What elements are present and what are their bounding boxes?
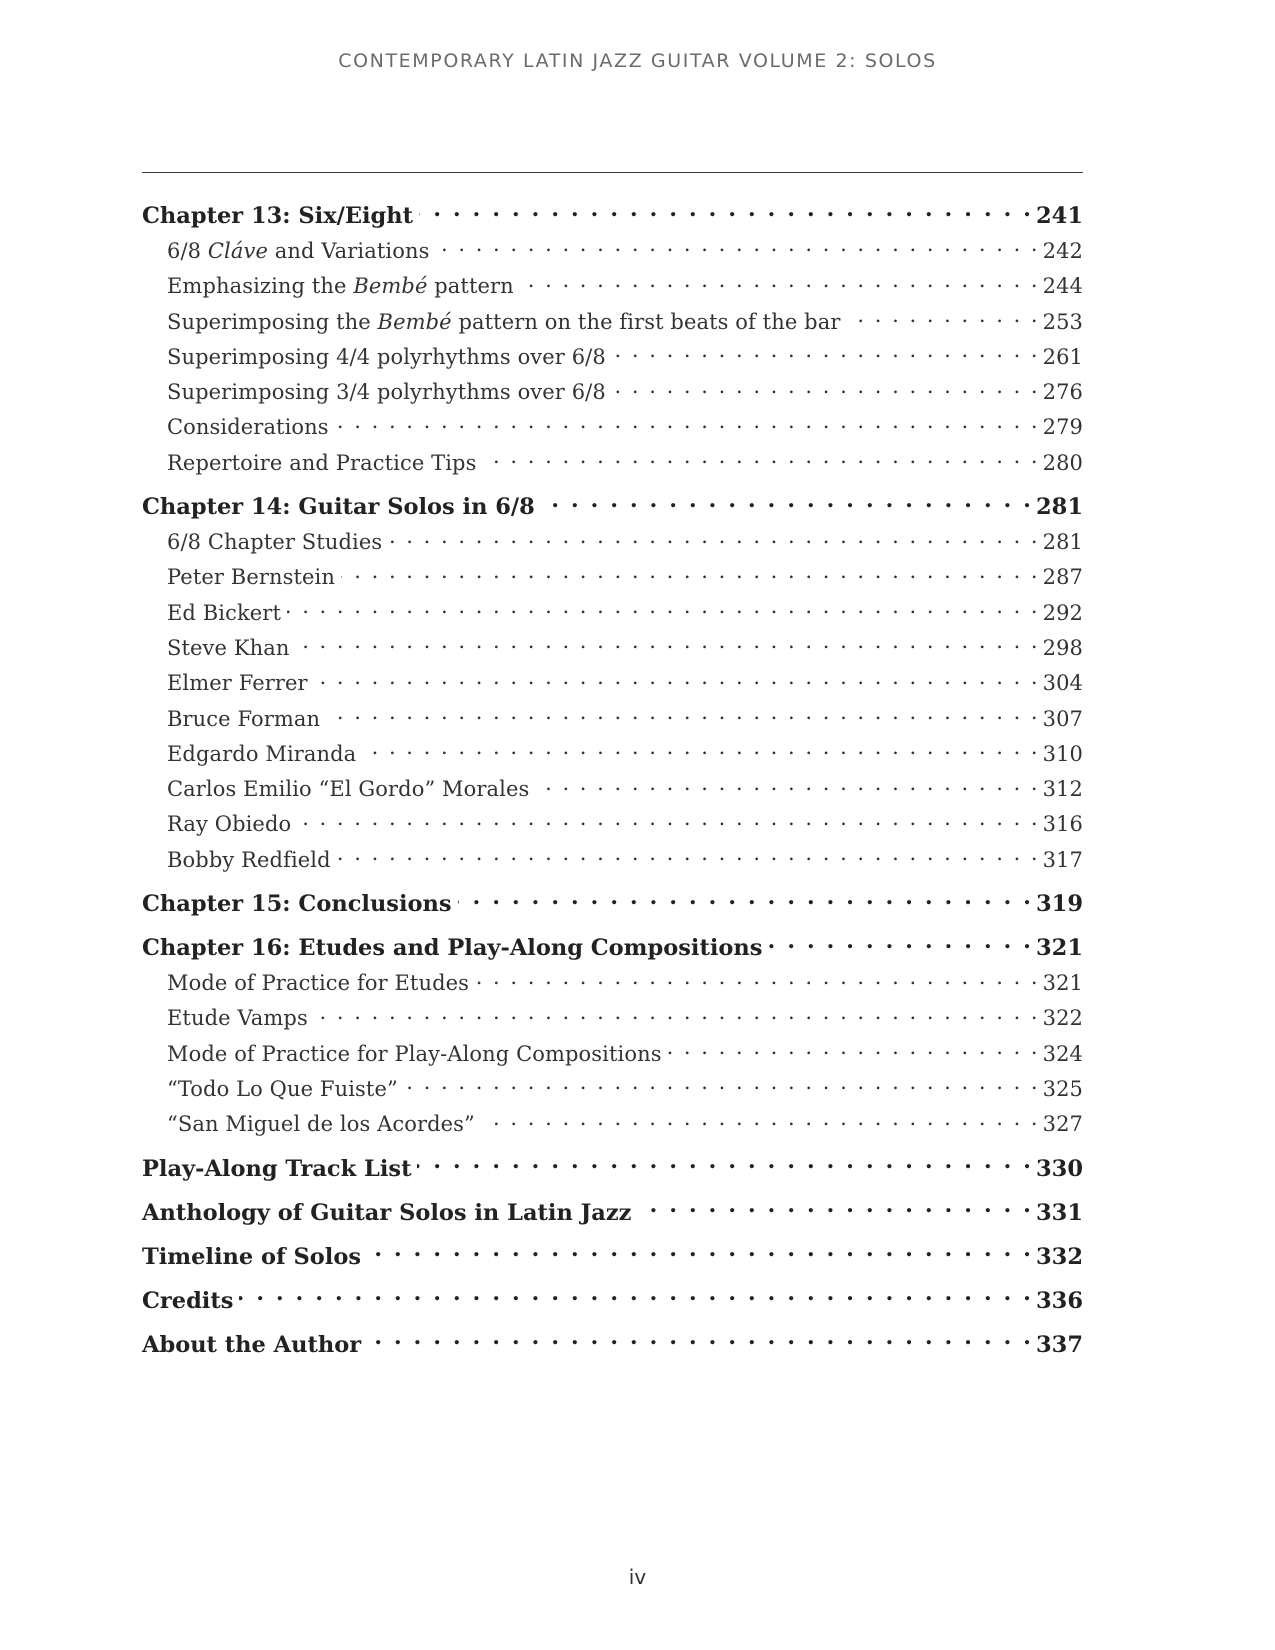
toc-entry-title: Ed Bickert: [167, 600, 281, 625]
toc-section-edgardo-miranda[interactable]: [142, 737, 1083, 772]
toc-page-number: 241: [1036, 203, 1083, 229]
toc-page-number: 280: [1042, 450, 1083, 475]
toc-section-san-miguel[interactable]: [142, 1107, 1083, 1142]
toc-section-emphasizing-bembe[interactable]: [142, 269, 1083, 304]
title-italic-part: Cláve: [207, 239, 268, 263]
toc-section-chapter-studies[interactable]: [142, 525, 1083, 560]
toc-section-superimposing-bembe[interactable]: [142, 305, 1083, 340]
toc-anthology[interactable]: [142, 1195, 1083, 1231]
toc-leader-dots: [846, 308, 1039, 329]
toc-entry-title: Superimposing 4/4 polyrhythms over 6/8: [167, 344, 606, 369]
toc-entry-title: [167, 234, 429, 269]
toc-page-number: 331: [1036, 1199, 1083, 1226]
title-part: Superimposing the: [167, 309, 378, 334]
header-rule: [142, 172, 1083, 173]
toc-entry-title: Chapter 14: Guitar Solos in 6/8: [142, 494, 535, 521]
toc-page-number: 319: [1036, 891, 1083, 918]
toc-entry-title: Repertoire and Practice Tips: [167, 450, 477, 475]
toc-leader-dots: [419, 201, 1033, 224]
toc-entry-title: Elmer Ferrer: [167, 671, 308, 696]
toc-leader-dots: [637, 1197, 1033, 1220]
title-part: pattern on the first beats of the bar: [451, 309, 841, 334]
toc-entry-title: About the Author: [142, 1331, 362, 1358]
toc-leader-dots: [481, 1110, 1040, 1131]
toc-page-number: 281: [1042, 530, 1083, 555]
toc-page-number: 292: [1042, 600, 1083, 625]
toc-leader-dots: [417, 1153, 1033, 1176]
title-part: pattern: [427, 274, 514, 299]
toc-credits[interactable]: [142, 1283, 1083, 1319]
toc-page-number: 327: [1042, 1112, 1083, 1137]
toc-chapter-15[interactable]: [142, 886, 1083, 922]
toc-leader-dots: [295, 634, 1039, 655]
toc-page-number: 312: [1042, 777, 1083, 802]
toc-leader-dots: [287, 599, 1040, 620]
toc-leader-dots: [535, 775, 1039, 796]
toc-entry-title: Peter Bernstein: [167, 565, 336, 590]
toc-page-number: 310: [1042, 741, 1083, 766]
toc-leader-dots: [768, 933, 1033, 956]
toc-page-number: 281: [1036, 494, 1083, 521]
toc-page-number: 316: [1042, 812, 1083, 837]
toc-page-number: 330: [1036, 1155, 1083, 1182]
toc-timeline[interactable]: [142, 1239, 1083, 1275]
toc-entry-title: Ray Obiedo: [167, 812, 292, 837]
toc-page-number: 244: [1042, 274, 1083, 299]
toc-leader-dots: [367, 1241, 1033, 1264]
toc-entry-title: Steve Khan: [167, 635, 290, 660]
toc-entry-title: Anthology of Guitar Solos in Latin Jazz: [142, 1199, 632, 1226]
toc-section-44-polyrhythms[interactable]: [142, 340, 1083, 375]
toc-page-number: 322: [1042, 1006, 1083, 1031]
toc-section-todo-lo-que-fuiste[interactable]: [142, 1072, 1083, 1107]
toc-entry-title: [167, 269, 514, 304]
toc-page-number: 253: [1042, 309, 1083, 334]
toc-section-ed-bickert[interactable]: [142, 596, 1083, 631]
toc-leader-dots: [362, 740, 1039, 761]
toc-leader-dots: [297, 810, 1039, 831]
toc-leader-dots: [314, 669, 1040, 690]
toc-entry-title: 6/8 Chapter Studies: [167, 530, 383, 555]
toc-entry-title: [167, 305, 840, 340]
toc-leader-dots: [435, 237, 1039, 258]
toc-leader-dots: [482, 449, 1039, 470]
toc-section-bobby-redfield[interactable]: [142, 843, 1083, 878]
toc-section-etude-vamps[interactable]: [142, 1001, 1083, 1036]
title-italic-part: Bembé: [377, 309, 452, 334]
toc-entry-title: Considerations: [167, 415, 329, 440]
toc-leader-dots: [239, 1285, 1033, 1308]
toc-leader-dots: [341, 563, 1040, 584]
toc-section-carlos-morales[interactable]: [142, 772, 1083, 807]
toc-page-number: 317: [1042, 847, 1083, 872]
toc-entry-title: Superimposing 3/4 polyrhythms over 6/8: [167, 380, 606, 405]
toc-leader-dots: [541, 492, 1033, 515]
toc-section-bruce-forman[interactable]: [142, 702, 1083, 737]
toc-entry-title: Carlos Emilio “El Gordo” Morales: [167, 777, 530, 802]
toc-leader-dots: [520, 272, 1040, 293]
toc-entry-title: Credits: [142, 1287, 234, 1314]
toc-play-along-track-list[interactable]: [142, 1151, 1083, 1187]
toc-page-number: 325: [1042, 1076, 1083, 1101]
toc-section-34-polyrhythms[interactable]: [142, 375, 1083, 410]
toc-leader-dots: [314, 1004, 1040, 1025]
toc-page-number: 337: [1036, 1331, 1083, 1358]
toc-page-number: 242: [1042, 239, 1083, 263]
toc-entry-title: Chapter 16: Etudes and Play-Along Compositions: [142, 935, 763, 962]
toc-leader-dots: [388, 528, 1039, 549]
toc-leader-dots: [326, 705, 1039, 726]
toc-page-number: 298: [1042, 635, 1083, 660]
toc-page-number: 332: [1036, 1243, 1083, 1270]
toc-entry-title: “San Miguel de los Acordes”: [167, 1112, 475, 1137]
toc-section-elmer-ferrer[interactable]: [142, 666, 1083, 701]
toc-leader-dots: [367, 1329, 1033, 1352]
toc-leader-dots: [612, 378, 1040, 399]
toc-page-number: 336: [1036, 1287, 1083, 1314]
toc-chapter-14[interactable]: [142, 489, 1083, 525]
toc-section-ray-obiedo[interactable]: [142, 807, 1083, 842]
toc-leader-dots: [475, 969, 1040, 990]
toc-entry-title: Bruce Forman: [167, 706, 321, 731]
toc-page-number: 287: [1042, 565, 1083, 590]
toc-page-number: 321: [1042, 971, 1083, 996]
page-number-folio: iv: [628, 1565, 647, 1589]
toc-section-practice-play-along[interactable]: [142, 1037, 1083, 1072]
toc-section-clave-variations[interactable]: [142, 234, 1083, 269]
toc-about-author[interactable]: [142, 1327, 1083, 1363]
toc-section-repertoire[interactable]: [142, 446, 1083, 481]
toc-entry-title: Bobby Redfield: [167, 847, 331, 872]
toc-entry-title: Play-Along Track List: [142, 1155, 412, 1182]
toc-chapter-13[interactable]: [142, 198, 1083, 234]
table-of-contents: [142, 198, 1083, 1363]
running-head: CONTEMPORARY LATIN JAZZ GUITAR VOLUME 2: SOLOS: [338, 50, 937, 72]
toc-leader-dots: [668, 1040, 1040, 1061]
toc-entry-title: Mode of Practice for Etudes: [167, 971, 470, 996]
toc-page-number: 307: [1042, 706, 1083, 731]
toc-entry-title: Chapter 15: Conclusions: [142, 891, 452, 918]
title-italic-part: Bembé: [353, 274, 428, 299]
toc-entry-title: Etude Vamps: [167, 1006, 308, 1031]
toc-leader-dots: [612, 343, 1040, 364]
toc-entry-title: Timeline of Solos: [142, 1243, 362, 1270]
toc-section-peter-bernstein[interactable]: [142, 560, 1083, 595]
toc-entry-title: Mode of Practice for Play-Along Compositions: [167, 1041, 662, 1066]
title-part: 6/8: [167, 239, 208, 263]
toc-page-number: 276: [1042, 380, 1083, 405]
toc-leader-dots: [404, 1075, 1040, 1096]
toc-entry-title: Chapter 13: Six/Eight: [142, 203, 414, 229]
toc-page-number: 279: [1042, 415, 1083, 440]
title-part: Emphasizing the: [167, 274, 354, 299]
toc-chapter-16[interactable]: [142, 930, 1083, 966]
toc-entry-title: “Todo Lo Que Fuiste”: [167, 1076, 398, 1101]
toc-page-number: 304: [1042, 671, 1083, 696]
toc-leader-dots: [335, 413, 1040, 434]
toc-leader-dots: [458, 889, 1033, 912]
toc-section-steve-khan[interactable]: [142, 631, 1083, 666]
toc-entry-title: Edgardo Miranda: [167, 741, 357, 766]
title-part: and Variations: [267, 239, 430, 263]
toc-leader-dots: [337, 846, 1040, 867]
toc-page-number: 321: [1036, 935, 1083, 962]
toc-page-number: 324: [1042, 1041, 1083, 1066]
toc-page-number: 261: [1042, 344, 1083, 369]
toc-section-practice-etudes[interactable]: [142, 966, 1083, 1001]
toc-section-considerations[interactable]: [142, 410, 1083, 445]
